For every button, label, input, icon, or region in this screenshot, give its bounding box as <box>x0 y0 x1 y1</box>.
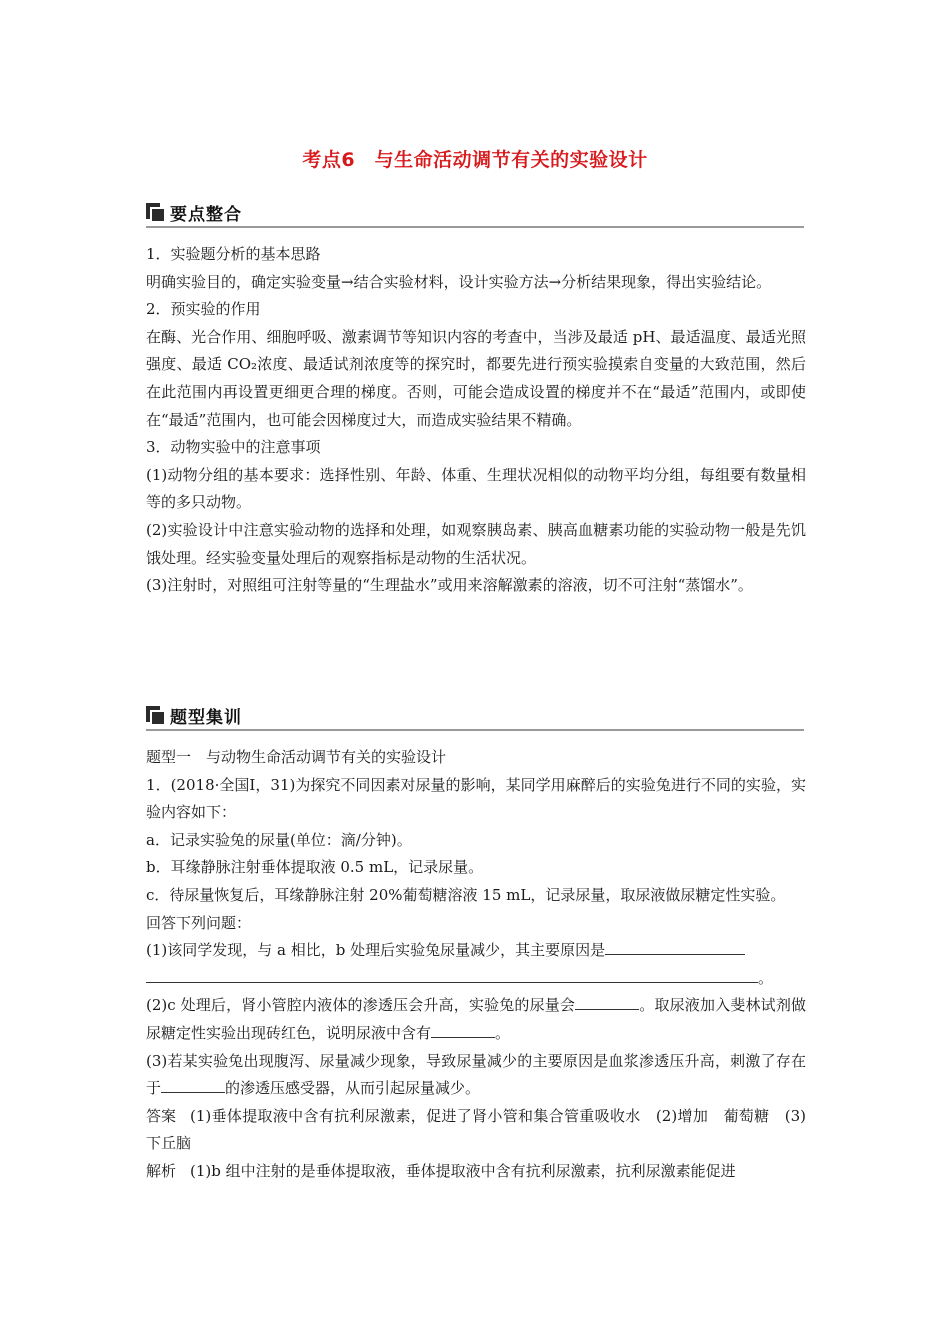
question-3 <box>146 1048 806 1103</box>
question-2-text-1: (2)c 处理后，肾小管腔内液体的渗透压会升高，实验兔的尿量会 <box>146 996 576 1015</box>
section-label: 题型集训 <box>170 707 242 728</box>
question-3-text-2: 的渗透压感受器，从而引起尿量减少。 <box>225 1079 481 1098</box>
page-title: 考点6 与生命活动调节有关的实验设计 <box>302 149 648 171</box>
question-1-text: (1)该同学发现，与 a 相比，b 处理后实验兔尿量减少，其主要原因是 <box>146 941 606 960</box>
item-c: c．待尿量恢复后，耳缘静脉注射 20%葡萄糖溶液 15 mL，记录尿量，取尿液做尿糖定性实验。 <box>146 885 786 904</box>
paragraph: 在酶、光合作用、细胞呼吸、激素调节等知识内容的考查中，当涉及最适 pH、最适温度、最适光照强度、最适 CO₂浓度、最适试剂浓度等的探究时，都要先进行预实验摸索自变量的大致范围，然后在此范围内再设置更细更合理的梯度。否则，可能会造成设置的梯度并不在“最适”范围内，或即使在“最适”范围内，也可能会因梯度过大，而造成实验结果不精确。 <box>146 327 806 429</box>
answer-blank <box>431 1021 495 1038</box>
answer <box>146 1103 806 1158</box>
question-2 <box>146 992 806 1047</box>
answer-blank <box>605 938 745 955</box>
answer-blank <box>146 966 758 983</box>
prompt: 回答下列问题： <box>146 913 252 932</box>
section-marker-icon <box>146 706 164 724</box>
analysis-text: (1)b 组中注射的是垂体提取液，垂体提取液中含有抗利尿激素，抗利尿激素能促进 <box>190 1161 736 1180</box>
paragraph: 明确实验目的，确定实验变量→结合实验材料，设计实验方法→分析结果现象，得出实验结论。 <box>146 272 772 291</box>
paragraph: 2．预实验的作用 <box>146 300 261 319</box>
paragraph: (2)实验设计中注意实验动物的选择和处理，如观察胰岛素、胰高血糖素功能的实验动物一般是先饥饿处理。经实验变量处理后的观察指标是动物的生活状况。 <box>146 520 806 567</box>
answer-blank <box>161 1076 225 1093</box>
type-heading: 题型一 与动物生命活动调节有关的实验设计 <box>146 748 447 766</box>
question-2-end: 。 <box>495 1023 511 1042</box>
paragraph: 3．动物实验中的注意事项 <box>146 438 321 457</box>
section-marker-icon <box>146 203 164 221</box>
section-header-key-points <box>146 199 242 225</box>
paragraph: 1．实验题分析的基本思路 <box>146 245 321 263</box>
analysis-label: 解析 <box>146 1161 177 1180</box>
paragraph: (1)动物分组的基本要求：选择性别、年龄、体重、生理状况相似的动物平均分组，每组要有数量相等的多只动物。 <box>146 465 806 512</box>
question-2-text-2: 。取尿液加入斐林试剂做尿糖定性实验出现砖红色，说明尿液中含有 <box>146 996 806 1042</box>
question-intro: 1．(2018·全国Ⅰ，31)为探究不同因素对尿量的影响，某同学用麻醉后的实验兔进行不同的实验，实验内容如下： <box>146 775 806 822</box>
practice-body <box>146 744 806 1186</box>
item-b: b．耳缘静脉注射垂体提取液 0.5 mL，记录尿量。 <box>146 858 484 877</box>
analysis <box>146 1158 806 1186</box>
section-divider <box>146 226 804 228</box>
question-1-end: 。 <box>758 968 774 987</box>
key-points-body <box>146 241 806 600</box>
answer-text: (1)垂体提取液中含有抗利尿激素，促进了肾小管和集合管重吸收水 (2)增加 葡萄糖 (3)下丘脑 <box>146 1106 806 1153</box>
question-3-text-1: (3)若某实验兔出现腹泻、尿量减少现象，导致尿量减少的主要原因是血浆渗透压升高，刺激了存在于 <box>146 1051 806 1098</box>
item-a: a．记录实验兔的尿量(单位：滴/分钟)。 <box>146 830 412 849</box>
section-label: 要点整合 <box>170 204 242 225</box>
section-header-practice <box>146 702 242 728</box>
answer-blank <box>575 993 639 1010</box>
paragraph: (3)注射时，对照组可注射等量的“生理盐水”或用来溶解激素的溶液，切不可注射“蒸馏水”。 <box>146 576 753 595</box>
section-divider <box>146 729 804 731</box>
answer-label: 答案 <box>146 1106 177 1125</box>
question-1 <box>146 937 806 992</box>
